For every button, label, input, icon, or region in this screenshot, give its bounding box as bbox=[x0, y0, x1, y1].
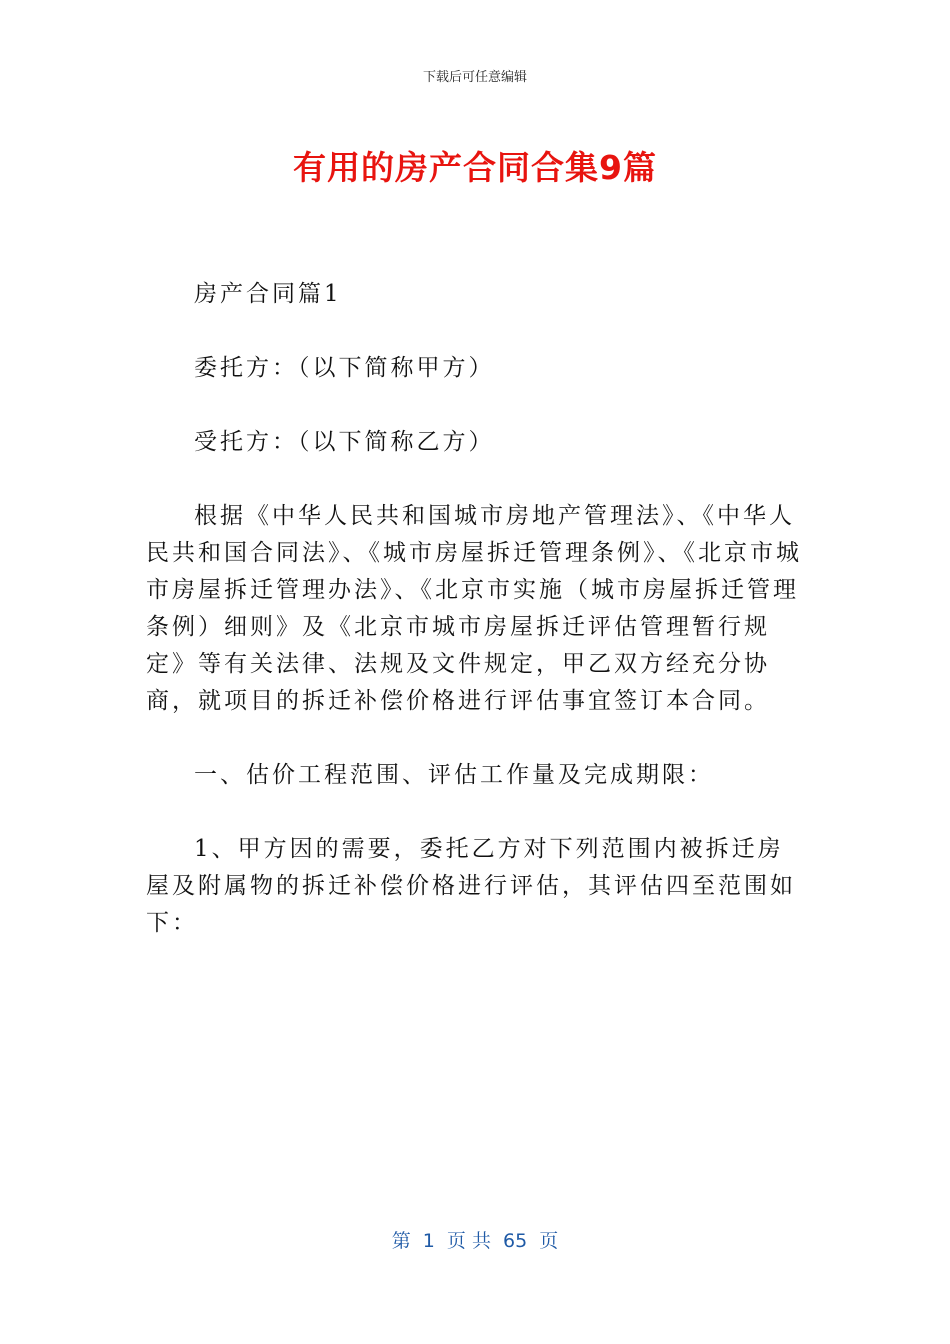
paragraph: 委托方：（以下简称甲方） bbox=[194, 355, 495, 381]
document-body bbox=[146, 276, 806, 979]
paragraph: 1、甲方因的需要，委托乙方对下列范围内被拆迁房屋及附属物的拆迁补偿价格进行评估，其评估四至范围如下： bbox=[146, 836, 796, 936]
page-number-footer: 第 1 页 共 65 页 bbox=[391, 1230, 559, 1252]
paragraph: 根据《中华人民共和国城市房地产管理法》、《中华人民共和国合同法》、《城市房屋拆迁管理条例》、《北京市城市房屋拆迁管理办法》、《北京市实施（城市房屋拆迁管理条例）细则》及《北京市城市房屋拆迁评估管理暂行规定》等有关法律、法规及文件规定，甲乙双方经充分协商，就项目的拆迁补偿价格进行评估事宜签订本合同。 bbox=[146, 503, 802, 714]
header-note: 下载后可任意编辑 bbox=[422, 70, 527, 85]
paragraph: 受托方：（以下简称乙方） bbox=[194, 429, 495, 455]
paragraph: 一、估价工程范围、评估工作量及完成期限： bbox=[194, 762, 714, 788]
paragraph: 房产合同篇1 bbox=[194, 281, 342, 307]
document-title: 有用的房产合同合集9篇 bbox=[293, 148, 657, 187]
